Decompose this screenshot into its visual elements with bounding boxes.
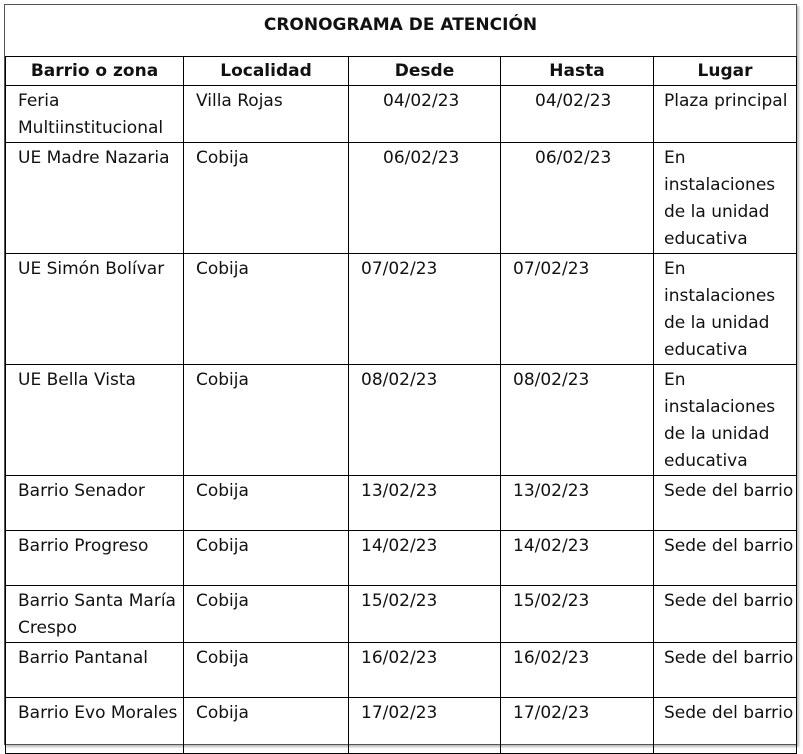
cell-zona: Barrio Progreso [6,531,184,586]
cell-zona: Barrio Senador [6,476,184,531]
cell-lugar: Sede del barrio [654,643,797,698]
cell-localidad: Cobija [184,586,349,643]
cell-zona: UE Bella Vista [6,365,184,476]
header-desde: Desde [349,57,501,86]
table-row [6,586,797,643]
cell-hasta: 15/02/23 [501,586,654,643]
header-hasta: Hasta [501,57,654,86]
cell-zona: Barrio Santa María Crespo [6,586,184,643]
cell-zona: Barrio Pantanal [6,643,184,698]
table-row [6,365,797,476]
cell-lugar: En instalaciones de la unidad educativa [654,365,797,476]
table-row [6,698,797,754]
cell-localidad: Cobija [184,531,349,586]
cell-lugar: En instalaciones de la unidad educativa [654,143,797,254]
title-row [5,5,796,57]
cell-lugar: Sede del barrio [654,698,797,754]
cell-desde: 17/02/23 [349,698,501,754]
cell-localidad: Cobija [184,476,349,531]
table-row [6,643,797,698]
cell-desde: 13/02/23 [349,476,501,531]
cell-lugar: Sede del barrio [654,586,797,643]
cell-hasta: 17/02/23 [501,698,654,754]
cell-zona: Feria Multiinstitucional [6,86,184,143]
cell-hasta: 07/02/23 [501,254,654,365]
cell-localidad: Cobija [184,143,349,254]
cell-lugar: Plaza principal [654,86,797,143]
cell-lugar: Sede del barrio [654,531,797,586]
page-title: CRONOGRAMA DE ATENCIÓN [263,15,538,35]
cell-localidad: Villa Rojas [184,86,349,143]
cell-desde: 04/02/23 [349,86,501,143]
cell-localidad: Cobija [184,365,349,476]
cell-hasta: 16/02/23 [501,643,654,698]
cell-desde: 15/02/23 [349,586,501,643]
cell-localidad: Cobija [184,254,349,365]
cell-hasta: 06/02/23 [501,143,654,254]
cell-zona: UE Madre Nazaria [6,143,184,254]
header-lugar: Lugar [654,57,797,86]
cell-localidad: Cobija [184,698,349,754]
table-row [6,476,797,531]
cell-hasta: 04/02/23 [501,86,654,143]
cell-desde: 06/02/23 [349,143,501,254]
cell-zona: Barrio Evo Morales [6,698,184,754]
header-barrio: Barrio o zona [6,57,184,86]
table-row [6,86,797,143]
cell-desde: 16/02/23 [349,643,501,698]
cell-desde: 07/02/23 [349,254,501,365]
schedule-table [5,56,797,754]
header-localidad: Localidad [184,57,349,86]
cell-lugar: En instalaciones de la unidad educativa [654,254,797,365]
cell-desde: 14/02/23 [349,531,501,586]
table-row [6,531,797,586]
cell-localidad: Cobija [184,643,349,698]
cell-hasta: 13/02/23 [501,476,654,531]
cell-zona: UE Simón Bolívar [6,254,184,365]
table-row [6,254,797,365]
cell-hasta: 14/02/23 [501,531,654,586]
cell-hasta: 08/02/23 [501,365,654,476]
cell-desde: 08/02/23 [349,365,501,476]
cell-lugar: Sede del barrio [654,476,797,531]
table-row [6,143,797,254]
table-header-row [6,57,797,86]
